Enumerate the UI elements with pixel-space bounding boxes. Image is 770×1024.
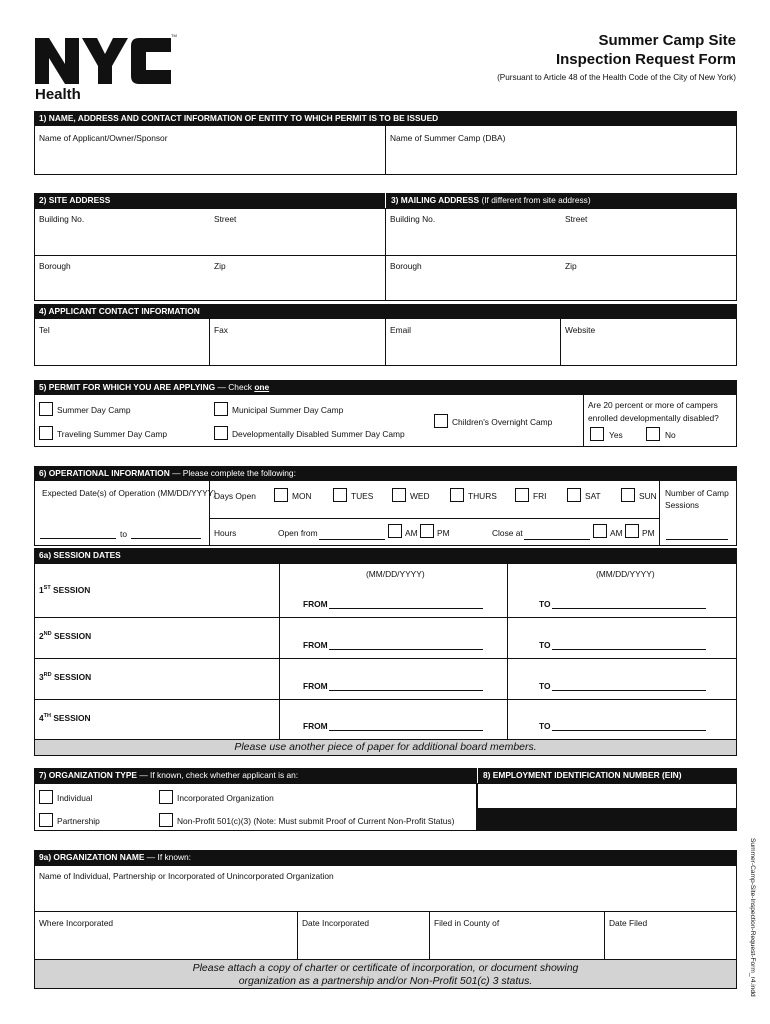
session-1-to-label: TO xyxy=(539,599,551,609)
divider xyxy=(385,318,386,366)
close-at-label: Close at xyxy=(492,528,523,538)
ein-filler xyxy=(477,808,737,831)
side-filename-text: Summer-Camp-Site-Inspection-Request-Form_r4.indd xyxy=(749,838,756,997)
section-6-title: 6) OPERATIONAL INFORMATION xyxy=(39,468,170,478)
expected-dates-label: Expected Date(s) of Operation (MM/DD/YYYY) xyxy=(42,488,217,498)
attach-note-2: organization as a partnership and/or Non-Profit 501(c) 3 status. xyxy=(238,975,533,987)
divider xyxy=(34,617,737,618)
sessions-box xyxy=(34,563,737,740)
close-pm-checkbox[interactable] xyxy=(625,524,639,538)
title-line-2: Inspection Request Form xyxy=(555,51,736,68)
session-3-from-input[interactable] xyxy=(329,690,483,691)
municipal-camp-label: Municipal Summer Day Camp xyxy=(232,405,344,415)
session-2-to-label: TO xyxy=(539,640,551,650)
wed-label: WED xyxy=(410,491,430,501)
start-date-input[interactable] xyxy=(40,538,116,539)
section-6-header xyxy=(34,466,737,481)
site-borough-field[interactable]: Borough xyxy=(39,261,71,271)
site-building-field[interactable]: Building No. xyxy=(39,214,85,224)
sat-label: SAT xyxy=(585,491,601,501)
section-5-header xyxy=(34,380,737,395)
divider xyxy=(604,911,605,960)
divider xyxy=(297,911,298,960)
fri-checkbox[interactable] xyxy=(515,488,529,502)
summer-day-camp-label: Summer Day Camp xyxy=(57,405,131,415)
session-3-to-input[interactable] xyxy=(552,690,706,691)
section-5-note: — Check xyxy=(215,382,255,392)
divider xyxy=(583,394,584,447)
session-3-from-label: FROM xyxy=(303,681,328,691)
session-2-from-input[interactable] xyxy=(329,649,483,650)
individual-label: Individual xyxy=(57,793,93,803)
session-1-label xyxy=(39,585,90,595)
no-label: No xyxy=(665,430,676,440)
partnership-checkbox[interactable] xyxy=(39,813,53,827)
tel-field[interactable]: Tel xyxy=(39,325,50,335)
divider xyxy=(560,318,561,366)
no-checkbox[interactable] xyxy=(646,427,660,441)
session-note: Please use another piece of paper for additional board members. xyxy=(234,741,537,753)
website-field[interactable]: Website xyxy=(565,325,596,335)
session-num: 1 xyxy=(39,585,44,595)
days-open-label: Days Open xyxy=(214,491,256,501)
session-4-label xyxy=(39,713,91,723)
divider xyxy=(34,911,737,912)
from-date-format: (MM/DD/YYYY) xyxy=(366,569,425,579)
mail-zip-field[interactable]: Zip xyxy=(565,261,577,271)
mail-street-field[interactable]: Street xyxy=(565,214,588,224)
section-3-title: 3) MAILING ADDRESS xyxy=(391,195,480,205)
ein-input[interactable] xyxy=(477,783,737,809)
session-text: SESSION xyxy=(50,585,91,595)
county-field[interactable]: Filed in County of xyxy=(434,918,500,928)
section-7-note: — If known, check whether applicant is an: xyxy=(137,770,299,780)
open-am-checkbox[interactable] xyxy=(388,524,402,538)
session-4-from-label: FROM xyxy=(303,721,328,731)
traveling-camp-label: Traveling Summer Day Camp xyxy=(57,429,167,439)
date-filed-field[interactable]: Date Filed xyxy=(609,918,648,928)
session-1-from-label: FROM xyxy=(303,599,328,609)
partnership-label: Partnership xyxy=(57,816,100,826)
disabled-question-1: Are 20 percent or more of campers xyxy=(588,400,718,410)
date-incorporated-field[interactable]: Date Incorporated xyxy=(302,918,370,928)
email-field[interactable]: Email xyxy=(390,325,411,335)
session-3-to-label: TO xyxy=(539,681,551,691)
session-num: 3 xyxy=(39,672,44,682)
section-9a-header xyxy=(34,850,737,865)
session-3-label xyxy=(39,672,91,682)
to-date-format: (MM/DD/YYYY) xyxy=(596,569,655,579)
fri-label: FRI xyxy=(533,491,547,501)
close-pm-label: PM xyxy=(642,528,655,538)
disabled-camp-checkbox[interactable] xyxy=(214,426,228,440)
section-8-header: 8) EMPLOYMENT IDENTIFICATION NUMBER (EIN) xyxy=(477,768,737,783)
close-at-input[interactable] xyxy=(524,539,590,540)
section-7-title: 7) ORGANIZATION TYPE xyxy=(39,770,138,780)
divider xyxy=(34,699,737,700)
end-date-input[interactable] xyxy=(131,538,201,539)
close-am-label: AM xyxy=(610,528,623,538)
fax-field[interactable]: Fax xyxy=(214,325,228,335)
session-sup: ND xyxy=(43,631,52,638)
health-label: Health xyxy=(35,86,81,103)
camp-sessions-label-2: Sessions xyxy=(665,500,699,510)
session-sup: ST xyxy=(43,585,51,592)
section-9a-title: 9a) ORGANIZATION NAME xyxy=(39,852,145,862)
session-text: SESSION xyxy=(51,631,92,641)
open-pm-label: PM xyxy=(437,528,450,538)
divider xyxy=(659,480,660,546)
close-am-checkbox[interactable] xyxy=(593,524,607,538)
section-6a-header: 6a) SESSION DATES xyxy=(34,548,737,563)
open-am-label: AM xyxy=(405,528,418,538)
overnight-camp-checkbox[interactable] xyxy=(434,414,448,428)
hours-label: Hours xyxy=(214,528,237,538)
divider xyxy=(34,255,737,256)
form-subtitle: (Pursuant to Article 48 of the Health Code of the City of New York) xyxy=(497,73,736,82)
open-pm-checkbox[interactable] xyxy=(420,524,434,538)
traveling-camp-checkbox[interactable] xyxy=(39,426,53,440)
session-num: 4 xyxy=(39,713,44,723)
session-4-to-label: TO xyxy=(539,721,551,731)
tues-label: TUES xyxy=(351,491,374,501)
session-1-from-input[interactable] xyxy=(329,608,483,609)
session-4-to-input[interactable] xyxy=(552,730,706,731)
summer-day-camp-checkbox[interactable] xyxy=(39,402,53,416)
to-label: to xyxy=(120,529,127,539)
camp-sessions-label-1: Number of Camp xyxy=(665,488,729,498)
disabled-question-2: enrolled developmentally disabled? xyxy=(588,413,719,423)
where-incorporated-field[interactable]: Where Incorporated xyxy=(39,918,114,928)
nonprofit-label: Non-Profit 501(c)(3) (Note: Must submit Proof of Current Non-Profit Status) xyxy=(177,816,455,826)
session-text: SESSION xyxy=(51,672,92,682)
org-name-field[interactable]: Name of Individual, Partnership or Incorporated of Unincorporated Organization xyxy=(39,871,334,881)
section-9a-note: — If known: xyxy=(144,852,192,862)
sun-checkbox[interactable] xyxy=(621,488,635,502)
mon-checkbox[interactable] xyxy=(274,488,288,502)
sun-label: SUN xyxy=(639,491,657,501)
mail-building-field[interactable]: Building No. xyxy=(390,214,436,224)
section-2-header: 2) SITE ADDRESS xyxy=(34,193,385,208)
svg-text:TM: TM xyxy=(171,33,177,38)
session-sup: TH xyxy=(43,713,52,720)
incorporated-label: Incorporated Organization xyxy=(177,793,274,803)
title-line-1: Summer Camp Site xyxy=(598,32,736,49)
open-from-label: Open from xyxy=(278,528,318,538)
section-5-title: 5) PERMIT FOR WHICH YOU ARE APPLYING xyxy=(39,382,216,392)
section-3-header xyxy=(385,193,737,208)
incorporated-checkbox[interactable] xyxy=(159,790,173,804)
wed-checkbox[interactable] xyxy=(392,488,406,502)
overnight-camp-label: Children's Overnight Camp xyxy=(452,417,553,427)
session-2-from-label: FROM xyxy=(303,640,328,650)
nonprofit-checkbox[interactable] xyxy=(159,813,173,827)
mon-label: MON xyxy=(292,491,312,501)
section-4-header: 4) APPLICANT CONTACT INFORMATION xyxy=(34,304,737,319)
divider xyxy=(209,518,659,519)
section-6-note: — Please complete the following: xyxy=(169,468,296,478)
applicant-name-field[interactable]: Name of Applicant/Owner/Sponsor xyxy=(39,133,168,143)
nyc-logo xyxy=(35,34,175,86)
thurs-label: THURS xyxy=(468,491,497,501)
section-7-header xyxy=(34,768,477,783)
open-from-input[interactable] xyxy=(319,539,385,540)
site-street-field[interactable]: Street xyxy=(214,214,237,224)
tues-checkbox[interactable] xyxy=(333,488,347,502)
divider xyxy=(429,911,430,960)
session-1-to-input[interactable] xyxy=(552,608,706,609)
camp-sessions-input[interactable] xyxy=(666,539,728,540)
side-filename xyxy=(748,838,758,997)
session-4-from-input[interactable] xyxy=(329,730,483,731)
disabled-camp-label: Developmentally Disabled Summer Day Camp xyxy=(232,429,405,439)
thurs-checkbox[interactable] xyxy=(450,488,464,502)
session-sup: RD xyxy=(43,672,52,679)
divider xyxy=(209,318,210,366)
attach-note-1: Please attach a copy of charter or certificate of incorporation, or document showing xyxy=(192,962,579,974)
camp-name-field[interactable]: Name of Summer Camp (DBA) xyxy=(390,133,506,143)
session-2-to-input[interactable] xyxy=(552,649,706,650)
individual-checkbox[interactable] xyxy=(39,790,53,804)
divider xyxy=(507,563,508,740)
mail-borough-field[interactable]: Borough xyxy=(390,261,422,271)
session-2-label xyxy=(39,631,91,641)
yes-checkbox[interactable] xyxy=(590,427,604,441)
divider xyxy=(385,125,386,175)
form-title xyxy=(556,31,736,69)
section-5-one: one xyxy=(254,382,270,392)
municipal-camp-checkbox[interactable] xyxy=(214,402,228,416)
section-3-note: (If different from site address) xyxy=(481,195,591,205)
session-num: 2 xyxy=(39,631,44,641)
section-1-header: 1) NAME, ADDRESS AND CONTACT INFORMATION OF ENTITY TO WHICH PERMIT IS TO BE ISSUED xyxy=(34,111,737,126)
site-zip-field[interactable]: Zip xyxy=(214,261,226,271)
session-text: SESSION xyxy=(51,713,91,723)
yes-label: Yes xyxy=(609,430,623,440)
divider xyxy=(279,563,280,740)
divider xyxy=(34,658,737,659)
sat-checkbox[interactable] xyxy=(567,488,581,502)
